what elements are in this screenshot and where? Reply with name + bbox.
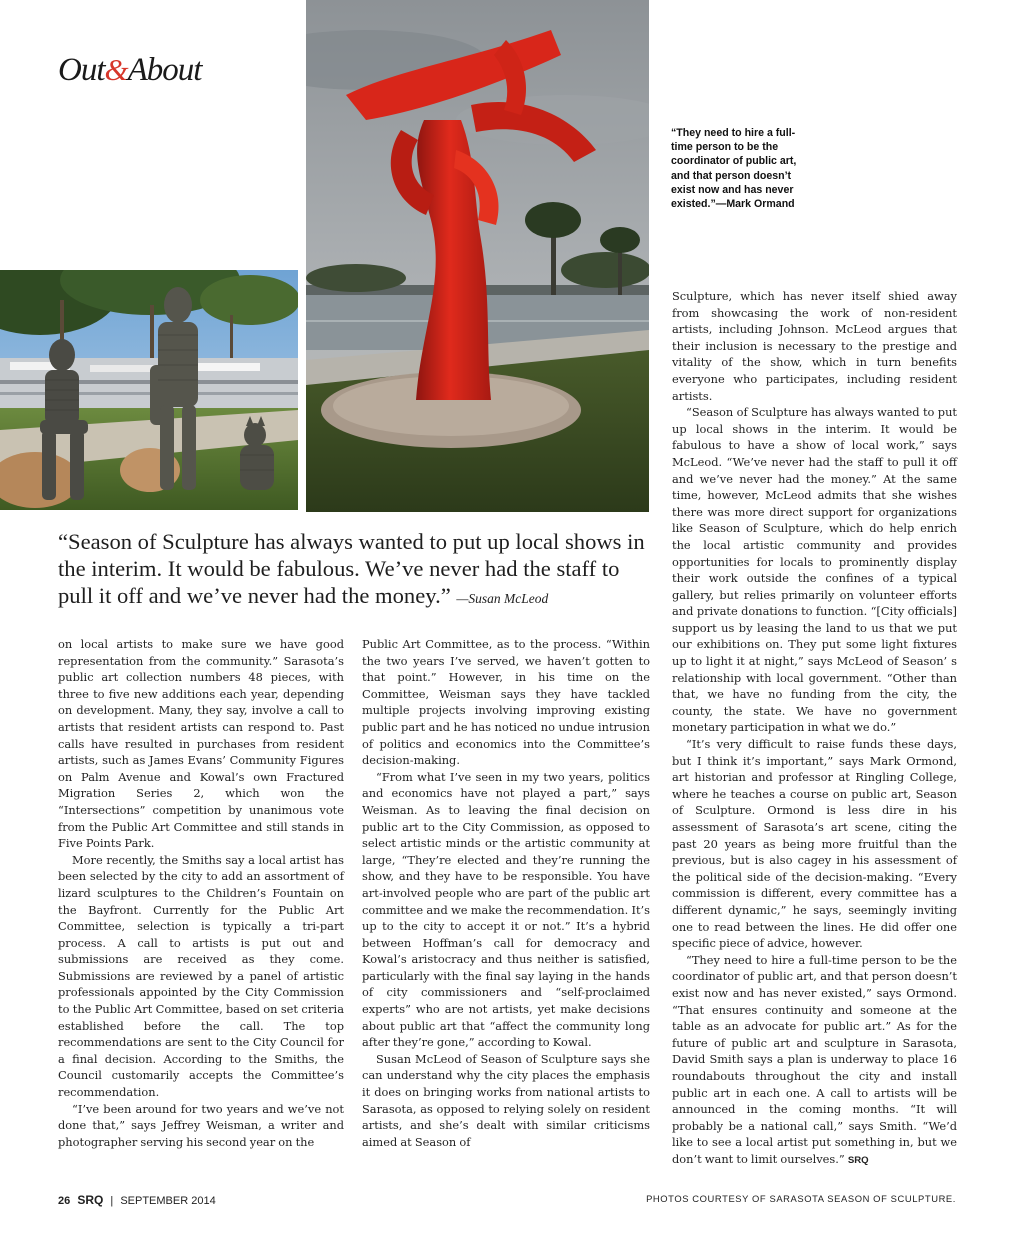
pullquote-ormand: “They need to hire a full-time person to be the coordinator of public art, and that person doesn’t exist now and has never existed.”—Mark Ormand — [671, 127, 797, 211]
photo-stone-figures — [0, 270, 298, 510]
page-number: 26 — [58, 1195, 71, 1207]
paragraph: Susan McLeod of Season of Sculpture says she can understand why the city places the emphasis it does on bringing works from national artists to Sarasota, as opposed to relying solely on resident artists, and she’s dealt with similar criticisms aimed at Season of — [362, 1051, 650, 1149]
issue-date: SEPTEMBER 2014 — [120, 1195, 216, 1207]
section-title — [58, 52, 201, 89]
paragraph: More recently, the Smiths say a local artist has been selected by the city to add an assortment of lizard sculptures to the Children’s Fountain on the Bayfront. Currently for the Public Art Committee, selection is typically a tri-part process. A call to artists is put out and submissions are received as they come. Submissions are reviewed by a panel of artistic professionals appointed by the City Commission to the Public Art Committee, based on set criteria established before the call. The top recommendations are sent to the City Council for a final decision. According to the Smiths, the Council customarily accepts the Committee’s recommendation. — [58, 852, 344, 1100]
photo-red-sculpture — [306, 0, 649, 512]
article-column-3 — [672, 288, 957, 1169]
section-title-out: Out — [58, 52, 105, 88]
article-column-2 — [362, 636, 650, 1150]
end-sign: SRQ — [847, 1154, 869, 1166]
pullquote-mcleod-text: “Season of Sculpture has always wanted to put up local shows in the interim. It would be fabulous. We’ve never had the staff to pull it off and we’ve never had the money.” — [58, 529, 645, 608]
paragraph: “It’s very difficult to raise funds these days, but I think it’s important,” says Mark Ormond, art historian and professor at Ringling College, where he teaches a course on public art, Season of Sculpture. Ormond is less dire in his assessment of Sarasota’s art scene, citing the past 20 years as being more fruitful than the previous, but is also cagey in his assessment of the political side of the decision-making. “Every commission is different, every committee has a different dynamic,” he says, seemingly inviting one to read between the lines. He did offer one specific piece of advice, however. — [672, 737, 957, 951]
page-footer — [58, 1193, 216, 1207]
paragraph-final — [672, 952, 957, 1170]
pullquote-mcleod-attribution: —Susan McLeod — [456, 591, 549, 606]
footer-separator: | — [110, 1195, 114, 1207]
paragraph: “From what I’ve seen in my two years, politics and economics have not played a part,” says Weisman. As to leaving the final decision on public art to the City Commission, as opposed to select artistic minds or the artistic community at large, “They’re elected and they’re running the show, and they have to be responsible. You have art-involved people who are part of the public art committee and we make the recommendation. It’s up to the city to accept it or not.” It’s a hybrid between Hoffman’s call for democracy and Kowal’s aristocracy and thus neither is satisfied, particularly with the final say laying in the hands of city commissioners and “self-proclaimed experts” who are not artists, yet make decisions about public art that “affect the community long after they’re gone,” according to Kowal. — [362, 769, 650, 1050]
article-column-1 — [58, 636, 344, 1150]
magazine-name: SRQ — [77, 1193, 104, 1207]
section-title-ampersand: & — [104, 52, 128, 87]
section-title-about: About — [127, 52, 202, 88]
paragraph: “I’ve been around for two years and we’ve not done that,” says Jeffrey Weisman, a writer and photographer serving his second year on the — [58, 1101, 344, 1149]
photo-credit: PHOTOS COURTESY OF SARASOTA SEASON OF SCULPTURE. — [646, 1193, 956, 1204]
paragraph: Sculpture, which has never itself shied away from showcasing the work of non-resident artists, including Johnson. McLeod argues that their inclusion is necessary to the prestige and vitality of the show, which in turn benefits everyone who participates, including resident artists. — [672, 289, 957, 403]
paragraph: Public Art Committee, as to the process. “Within the two years I’ve served, we haven’t gotten to that point.” However, in his time on the Committee, Weisman says they have tackled multiple projects involving improving existing public part and he has noticed no undue intrusion of politics and economics into the Committee’s decision-making. — [362, 637, 650, 768]
paragraph-final-text: “They need to hire a full-time person to be the coordinator of public art, and that person doesn’t exist now and has never existed,” says Ormond. “That ensures continuity and someone at the table as an advocate for public art.” As for the future of public art and sculpture in Sarasota, David Smith says a plan is underway to place 16 roundabouts throughout the city and install public art in each one. A call to artists will be announced in the coming months. “It will probably be a national call,” says Smith. “We’d like to see a local artist put something in, but we don’t want to limit ourselves.” — [672, 952, 957, 1166]
paragraph: on local artists to make sure we have good representation from the community.” Sarasota’s public art collection numbers 48 pieces, with three to five new additions each year, depending on development. Many, they say, involve a call to artists that resident artists can respond to. Past calls have resulted in purchases from resident artists, such as James Evans’ Community Figures on Palm Avenue and Kowal’s own Fractured Migration Series 2, which won the “Intersections” competition by unanimous vote from the Public Art Committee and still stands in Five Points Park. — [58, 637, 344, 851]
paragraph: “Season of Sculpture has always wanted to put up local shows in the interim. It would be fabulous to have a show of local work,” says McLeod. “We’ve never had the staff to pull it off and we’ve never had the money.” At the same time, however, McLeod admits that she wishes there was more direct support for organizations like Season of Sculpture, which do help enrich the local artistic community and provides opportunities for locals to prominently display their work outside the confines of a typical gallery, but relies primarily on volunteer efforts and private donations to function. “[City officials] support us by leasing the land to us that we put our exhibitions on. They put some light fixtures up to light it at night,” says McLeod of Season’ s relationship with local government. “Other than that, we have no funding from the city, the county, the state. We have no government monetary participation in what we do.” — [672, 405, 957, 735]
pullquote-mcleod — [58, 528, 658, 612]
